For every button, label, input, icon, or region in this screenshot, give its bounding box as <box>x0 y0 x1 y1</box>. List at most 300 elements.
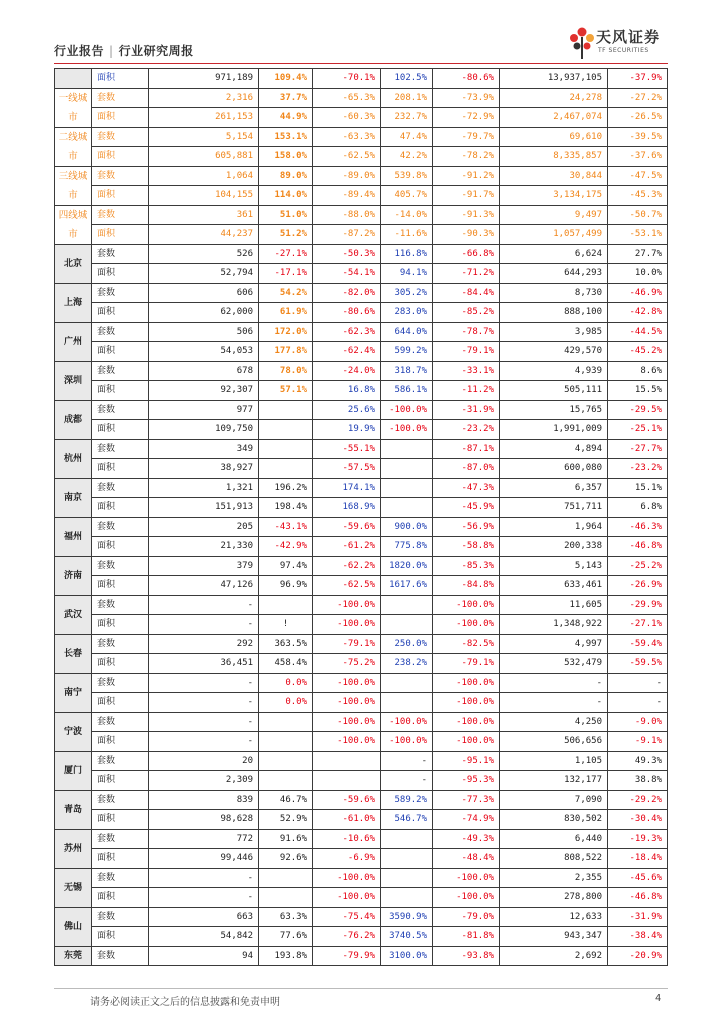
table-row <box>55 888 668 908</box>
unit-type-cell: 套数 <box>92 946 149 966</box>
unit-type-cell: 面积 <box>92 615 149 635</box>
city-cell: 成都 <box>55 400 92 439</box>
value-cell-c2 <box>259 459 313 479</box>
table-row <box>55 108 668 128</box>
value-cell-c3: -6.9% <box>313 849 381 869</box>
unit-type-cell: 套数 <box>92 205 149 225</box>
value-cell-c7: -39.5% <box>608 127 668 147</box>
city-cell: 上海 <box>55 283 92 322</box>
value-cell-c7: - <box>608 693 668 713</box>
value-cell-c7: -9.1% <box>608 732 668 752</box>
value-cell-c3: -57.5% <box>313 459 381 479</box>
value-cell-c5: -74.9% <box>433 810 500 830</box>
value-cell-c3: -75.4% <box>313 907 381 927</box>
value-cell-c2: 63.3% <box>259 907 313 927</box>
value-cell-c7: -25.1% <box>608 420 668 440</box>
value-cell-c4: 318.7% <box>381 361 433 381</box>
value-cell-c1: 349 <box>149 439 259 459</box>
table-row <box>55 498 668 518</box>
value-cell-c6: 11,605 <box>500 595 608 615</box>
unit-type-cell: 面积 <box>92 654 149 674</box>
value-cell-c6: 24,278 <box>500 88 608 108</box>
unit-type-cell: 面积 <box>92 147 149 167</box>
city-cell: 济南 <box>55 556 92 595</box>
value-cell-c1: 526 <box>149 244 259 264</box>
value-cell-c1: - <box>149 868 259 888</box>
table-row <box>55 946 668 966</box>
value-cell-c6: 943,347 <box>500 927 608 947</box>
city-cell: 北京 <box>55 244 92 283</box>
table-row <box>55 537 668 557</box>
value-cell-c5: -47.3% <box>433 478 500 498</box>
value-cell-c2: 54.2% <box>259 283 313 303</box>
unit-type-cell: 套数 <box>92 829 149 849</box>
value-cell-c3: -61.2% <box>313 537 381 557</box>
unit-type-cell: 套数 <box>92 907 149 927</box>
company-logo <box>568 23 678 63</box>
header-divider <box>54 63 668 64</box>
value-cell-c1: 54,842 <box>149 927 259 947</box>
value-cell-c2: 52.9% <box>259 810 313 830</box>
value-cell-c2: 158.0% <box>259 147 313 167</box>
city-cell: 南宁 <box>55 673 92 712</box>
value-cell-c1: 94 <box>149 946 259 966</box>
value-cell-c1: - <box>149 888 259 908</box>
value-cell-c3: 16.8% <box>313 381 381 401</box>
value-cell-c1: - <box>149 732 259 752</box>
value-cell-c6: 6,624 <box>500 244 608 264</box>
table-row <box>55 420 668 440</box>
value-cell-c5: -100.0% <box>433 868 500 888</box>
value-cell-c4: 94.1% <box>381 264 433 284</box>
value-cell-c5: -90.3% <box>433 225 500 245</box>
value-cell-c4 <box>381 478 433 498</box>
value-cell-c2 <box>259 439 313 459</box>
value-cell-c6: 8,730 <box>500 283 608 303</box>
value-cell-c2: 172.0% <box>259 322 313 342</box>
value-cell-c1: 1,064 <box>149 166 259 186</box>
value-cell-c6: 12,633 <box>500 907 608 927</box>
value-cell-c3: -59.6% <box>313 517 381 537</box>
value-cell-c7: -37.6% <box>608 147 668 167</box>
value-cell-c2: 78.0% <box>259 361 313 381</box>
value-cell-c4: 1820.0% <box>381 556 433 576</box>
unit-type-cell: 面积 <box>92 771 149 791</box>
unit-type-cell: 面积 <box>92 849 149 869</box>
value-cell-c3: -88.0% <box>313 205 381 225</box>
value-cell-c2 <box>259 751 313 771</box>
value-cell-c4: 232.7% <box>381 108 433 128</box>
unit-type-cell: 面积 <box>92 498 149 518</box>
value-cell-c6: 4,939 <box>500 361 608 381</box>
city-cell: 四线城市 <box>55 205 92 244</box>
value-cell-c3: -89.0% <box>313 166 381 186</box>
value-cell-c4 <box>381 849 433 869</box>
value-cell-c5: -71.2% <box>433 264 500 284</box>
value-cell-c3: -62.4% <box>313 342 381 362</box>
value-cell-c3: -75.2% <box>313 654 381 674</box>
table-row <box>55 186 668 206</box>
city-cell: 青岛 <box>55 790 92 829</box>
value-cell-c7: -46.3% <box>608 517 668 537</box>
value-cell-c5: -82.5% <box>433 634 500 654</box>
table-row <box>55 166 668 186</box>
value-cell-c7: 6.8% <box>608 498 668 518</box>
value-cell-c5: -100.0% <box>433 712 500 732</box>
city-cell: 东莞 <box>55 946 92 966</box>
value-cell-c2: -43.1% <box>259 517 313 537</box>
value-cell-c6: 3,985 <box>500 322 608 342</box>
value-cell-c3: -87.2% <box>313 225 381 245</box>
value-cell-c3: -65.3% <box>313 88 381 108</box>
value-cell-c5: -79.0% <box>433 907 500 927</box>
value-cell-c4: 3100.0% <box>381 946 433 966</box>
value-cell-c3: -62.3% <box>313 322 381 342</box>
unit-type-cell: 面积 <box>92 927 149 947</box>
value-cell-c5: -100.0% <box>433 673 500 693</box>
unit-type-cell: 套数 <box>92 478 149 498</box>
value-cell-c1: 54,053 <box>149 342 259 362</box>
value-cell-c2: 0.0% <box>259 673 313 693</box>
value-cell-c7: -45.6% <box>608 868 668 888</box>
table-row <box>55 400 668 420</box>
value-cell-c3: -70.1% <box>313 69 381 89</box>
value-cell-c7: -25.2% <box>608 556 668 576</box>
value-cell-c1: 151,913 <box>149 498 259 518</box>
value-cell-c4 <box>381 888 433 908</box>
unit-type-cell: 套数 <box>92 127 149 147</box>
table-row <box>55 322 668 342</box>
header-separator: | <box>109 44 114 58</box>
value-cell-c6: 3,134,175 <box>500 186 608 206</box>
value-cell-c2 <box>259 400 313 420</box>
unit-type-cell: 面积 <box>92 459 149 479</box>
value-cell-c6: 808,522 <box>500 849 608 869</box>
value-cell-c5: -45.9% <box>433 498 500 518</box>
value-cell-c7: 10.0% <box>608 264 668 284</box>
table-row <box>55 576 668 596</box>
unit-type-cell: 面积 <box>92 108 149 128</box>
value-cell-c7: -31.9% <box>608 907 668 927</box>
table-row <box>55 478 668 498</box>
value-cell-c2 <box>259 420 313 440</box>
value-cell-c3: -100.0% <box>313 868 381 888</box>
report-type: 行业报告 <box>54 44 105 58</box>
value-cell-c3: -100.0% <box>313 732 381 752</box>
unit-type-cell: 面积 <box>92 69 149 89</box>
value-cell-c2: 96.9% <box>259 576 313 596</box>
value-cell-c1: 678 <box>149 361 259 381</box>
value-cell-c6: 1,057,499 <box>500 225 608 245</box>
value-cell-c5: -95.3% <box>433 771 500 791</box>
table-row <box>55 147 668 167</box>
value-cell-c5: -78.2% <box>433 147 500 167</box>
value-cell-c5: -49.3% <box>433 829 500 849</box>
value-cell-c6: 132,177 <box>500 771 608 791</box>
city-cell: 宁波 <box>55 712 92 751</box>
table-row <box>55 342 668 362</box>
value-cell-c3: -24.0% <box>313 361 381 381</box>
city-cell <box>55 69 92 89</box>
value-cell-c5: -100.0% <box>433 888 500 908</box>
value-cell-c4: 900.0% <box>381 517 433 537</box>
value-cell-c7: -29.2% <box>608 790 668 810</box>
value-cell-c6: 1,964 <box>500 517 608 537</box>
value-cell-c7: 8.6% <box>608 361 668 381</box>
value-cell-c5: -95.1% <box>433 751 500 771</box>
city-cell: 南京 <box>55 478 92 517</box>
value-cell-c7: -30.4% <box>608 810 668 830</box>
value-cell-c3: -54.1% <box>313 264 381 284</box>
table-row <box>55 927 668 947</box>
value-cell-c1: 605,881 <box>149 147 259 167</box>
value-cell-c6: 5,143 <box>500 556 608 576</box>
value-cell-c4 <box>381 498 433 518</box>
value-cell-c1: 2,309 <box>149 771 259 791</box>
value-cell-c4: 283.0% <box>381 303 433 323</box>
unit-type-cell: 套数 <box>92 283 149 303</box>
value-cell-c7: - <box>608 673 668 693</box>
value-cell-c5: -91.7% <box>433 186 500 206</box>
table-row <box>55 439 668 459</box>
value-cell-c5: -72.9% <box>433 108 500 128</box>
value-cell-c4: 42.2% <box>381 147 433 167</box>
value-cell-c1: 361 <box>149 205 259 225</box>
unit-type-cell: 面积 <box>92 732 149 752</box>
unit-type-cell: 套数 <box>92 322 149 342</box>
unit-type-cell: 套数 <box>92 361 149 381</box>
value-cell-c2 <box>259 888 313 908</box>
table-row <box>55 595 668 615</box>
value-cell-c7: -59.4% <box>608 634 668 654</box>
value-cell-c1: 20 <box>149 751 259 771</box>
value-cell-c7: -26.5% <box>608 108 668 128</box>
table-row <box>55 654 668 674</box>
value-cell-c2: 363.5% <box>259 634 313 654</box>
logo-flower-icon <box>568 25 596 61</box>
value-cell-c1: 36,451 <box>149 654 259 674</box>
value-cell-c3: -62.5% <box>313 576 381 596</box>
city-cell: 广州 <box>55 322 92 361</box>
value-cell-c5: -100.0% <box>433 595 500 615</box>
value-cell-c4 <box>381 868 433 888</box>
value-cell-c6: 1,105 <box>500 751 608 771</box>
value-cell-c5: -79.1% <box>433 654 500 674</box>
value-cell-c2: 77.6% <box>259 927 313 947</box>
value-cell-c6: 2,355 <box>500 868 608 888</box>
table-row <box>55 790 668 810</box>
unit-type-cell: 面积 <box>92 576 149 596</box>
unit-type-cell: 套数 <box>92 595 149 615</box>
value-cell-c1: 52,794 <box>149 264 259 284</box>
unit-type-cell: 面积 <box>92 693 149 713</box>
value-cell-c3: -100.0% <box>313 615 381 635</box>
value-cell-c7: -47.5% <box>608 166 668 186</box>
value-cell-c3: -89.4% <box>313 186 381 206</box>
city-cell: 深圳 <box>55 361 92 400</box>
table-row <box>55 381 668 401</box>
value-cell-c6: 69,610 <box>500 127 608 147</box>
value-cell-c2: 91.6% <box>259 829 313 849</box>
value-cell-c2 <box>259 732 313 752</box>
value-cell-c7: -20.9% <box>608 946 668 966</box>
logo-name-en: TF SECURITIES <box>598 47 649 54</box>
value-cell-c2 <box>259 712 313 732</box>
table-row <box>55 751 668 771</box>
value-cell-c5: -77.3% <box>433 790 500 810</box>
table-row <box>55 712 668 732</box>
city-cell: 长春 <box>55 634 92 673</box>
unit-type-cell: 套数 <box>92 88 149 108</box>
value-cell-c5: -81.8% <box>433 927 500 947</box>
value-cell-c4: 305.2% <box>381 283 433 303</box>
value-cell-c3: 168.9% <box>313 498 381 518</box>
unit-type-cell: 面积 <box>92 225 149 245</box>
value-cell-c6: 633,461 <box>500 576 608 596</box>
unit-type-cell: 套数 <box>92 244 149 264</box>
city-cell: 三线城市 <box>55 166 92 205</box>
value-cell-c1: 971,189 <box>149 69 259 89</box>
value-cell-c2 <box>259 868 313 888</box>
unit-type-cell: 面积 <box>92 888 149 908</box>
value-cell-c4 <box>381 829 433 849</box>
unit-type-cell: 面积 <box>92 420 149 440</box>
value-cell-c7: 15.1% <box>608 478 668 498</box>
value-cell-c6: 8,335,857 <box>500 147 608 167</box>
table-row <box>55 205 668 225</box>
value-cell-c2: 109.4% <box>259 69 313 89</box>
value-cell-c6: 830,502 <box>500 810 608 830</box>
value-cell-c4 <box>381 615 433 635</box>
value-cell-c5: -84.4% <box>433 283 500 303</box>
footer-disclaimer: 请务必阅读正文之后的信息披露和免责申明 <box>90 997 280 1008</box>
value-cell-c6: 6,440 <box>500 829 608 849</box>
value-cell-c5: -33.1% <box>433 361 500 381</box>
value-cell-c7: -18.4% <box>608 849 668 869</box>
value-cell-c7: -26.9% <box>608 576 668 596</box>
unit-type-cell: 套数 <box>92 868 149 888</box>
value-cell-c5: -87.0% <box>433 459 500 479</box>
table-row <box>55 829 668 849</box>
value-cell-c4: 47.4% <box>381 127 433 147</box>
value-cell-c7: -45.2% <box>608 342 668 362</box>
value-cell-c4: 1617.6% <box>381 576 433 596</box>
value-cell-c5: -100.0% <box>433 615 500 635</box>
value-cell-c4: -100.0% <box>381 712 433 732</box>
value-cell-c5: -91.3% <box>433 205 500 225</box>
value-cell-c4: 3740.5% <box>381 927 433 947</box>
value-cell-c6: 506,656 <box>500 732 608 752</box>
value-cell-c4: 250.0% <box>381 634 433 654</box>
table-row <box>55 868 668 888</box>
value-cell-c1: 21,330 <box>149 537 259 557</box>
value-cell-c7: -29.5% <box>608 400 668 420</box>
value-cell-c4: - <box>381 751 433 771</box>
value-cell-c1: - <box>149 615 259 635</box>
value-cell-c6: 532,479 <box>500 654 608 674</box>
unit-type-cell: 面积 <box>92 186 149 206</box>
value-cell-c1: 1,321 <box>149 478 259 498</box>
value-cell-c1: 44,237 <box>149 225 259 245</box>
city-cell: 苏州 <box>55 829 92 868</box>
value-cell-c4: 116.8% <box>381 244 433 264</box>
value-cell-c5: -100.0% <box>433 732 500 752</box>
value-cell-c6: 600,080 <box>500 459 608 479</box>
value-cell-c1: 98,628 <box>149 810 259 830</box>
city-cell: 武汉 <box>55 595 92 634</box>
value-cell-c5: -31.9% <box>433 400 500 420</box>
unit-type-cell: 套数 <box>92 751 149 771</box>
value-cell-c4: 208.1% <box>381 88 433 108</box>
city-cell: 无锡 <box>55 868 92 907</box>
value-cell-c2: 46.7% <box>259 790 313 810</box>
value-cell-c1: 47,126 <box>149 576 259 596</box>
value-cell-c2: -27.1% <box>259 244 313 264</box>
value-cell-c7: -19.3% <box>608 829 668 849</box>
value-cell-c1: 663 <box>149 907 259 927</box>
value-cell-c4 <box>381 439 433 459</box>
unit-type-cell: 面积 <box>92 303 149 323</box>
value-cell-c6: 644,293 <box>500 264 608 284</box>
value-cell-c2: 89.0% <box>259 166 313 186</box>
value-cell-c2: 44.9% <box>259 108 313 128</box>
table-row <box>55 459 668 479</box>
value-cell-c7: -27.2% <box>608 88 668 108</box>
value-cell-c1: 261,153 <box>149 108 259 128</box>
value-cell-c5: -80.6% <box>433 69 500 89</box>
value-cell-c2: ! <box>259 615 313 635</box>
value-cell-c7: -27.7% <box>608 439 668 459</box>
table-row <box>55 517 668 537</box>
value-cell-c6: 751,711 <box>500 498 608 518</box>
table-row <box>55 303 668 323</box>
table-row <box>55 907 668 927</box>
value-cell-c1: 205 <box>149 517 259 537</box>
value-cell-c4: 775.8% <box>381 537 433 557</box>
value-cell-c2: 177.8% <box>259 342 313 362</box>
header-title <box>54 42 194 59</box>
city-cell: 福州 <box>55 517 92 556</box>
value-cell-c6: 13,937,105 <box>500 69 608 89</box>
value-cell-c5: -85.2% <box>433 303 500 323</box>
value-cell-c1: 104,155 <box>149 186 259 206</box>
value-cell-c1: - <box>149 693 259 713</box>
value-cell-c7: -27.1% <box>608 615 668 635</box>
value-cell-c5: -58.8% <box>433 537 500 557</box>
table-row <box>55 849 668 869</box>
value-cell-c2: 51.0% <box>259 205 313 225</box>
value-cell-c4: -100.0% <box>381 400 433 420</box>
value-cell-c4: 539.8% <box>381 166 433 186</box>
table-row <box>55 634 668 654</box>
table-row <box>55 244 668 264</box>
value-cell-c3: -10.6% <box>313 829 381 849</box>
table-row <box>55 615 668 635</box>
value-cell-c5: -87.1% <box>433 439 500 459</box>
footer-divider <box>54 988 668 989</box>
city-cell: 一线城市 <box>55 88 92 127</box>
value-cell-c1: 109,750 <box>149 420 259 440</box>
value-cell-c5: -66.8% <box>433 244 500 264</box>
value-cell-c1: 92,307 <box>149 381 259 401</box>
housing-sales-table <box>54 68 668 966</box>
value-cell-c4: - <box>381 771 433 791</box>
value-cell-c3: -59.6% <box>313 790 381 810</box>
table-row <box>55 361 668 381</box>
value-cell-c5: -79.7% <box>433 127 500 147</box>
unit-type-cell: 套数 <box>92 439 149 459</box>
value-cell-c4: 599.2% <box>381 342 433 362</box>
